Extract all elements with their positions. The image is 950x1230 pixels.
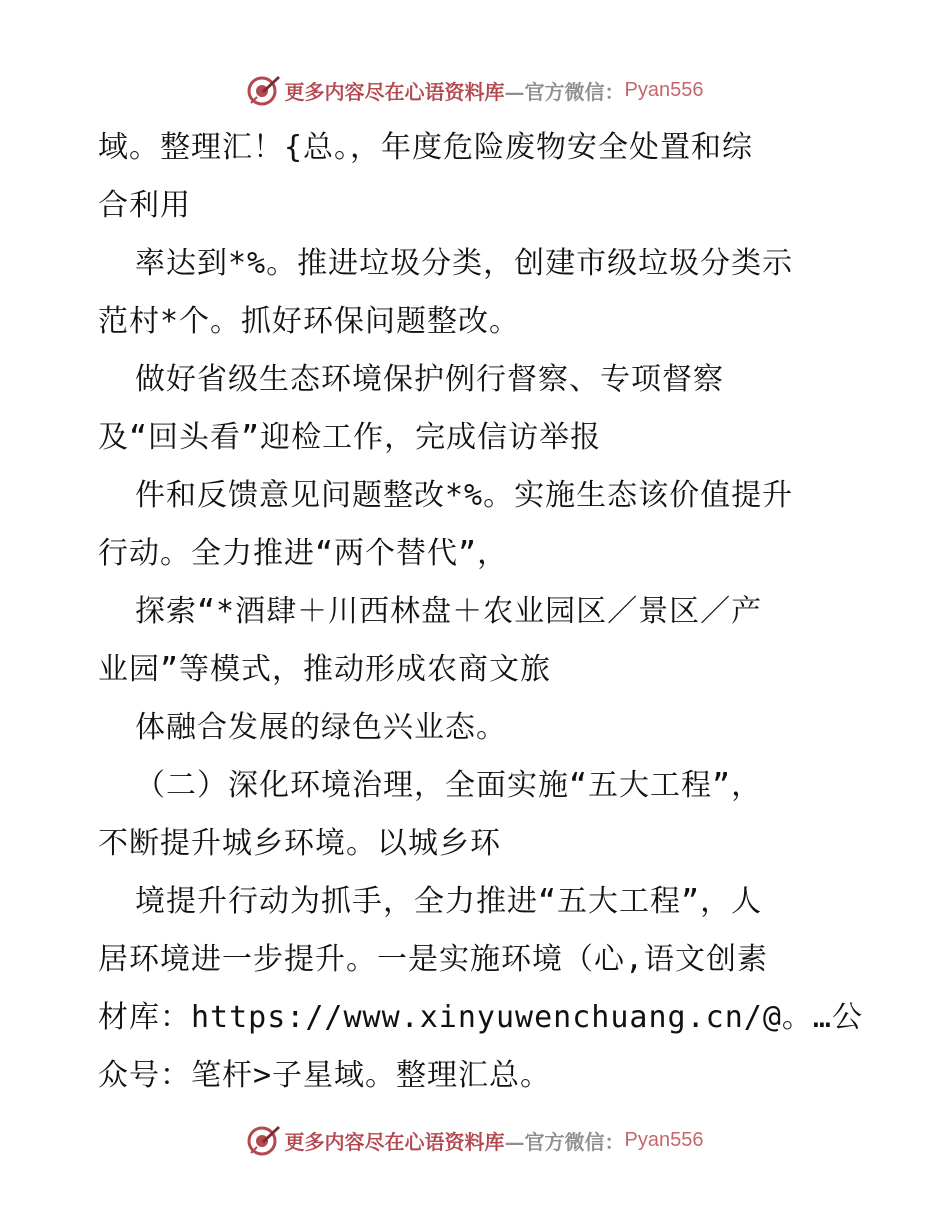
body-line: 体融合发展的绿色兴业态。 — [135, 710, 507, 745]
body-line: 件和反馈意见问题整改*%。实施生态该价值提升 — [135, 478, 794, 513]
body-line: 率达到*%。推进垃圾分类，创建市级垃圾分类示 — [135, 246, 794, 281]
banner-sub-text: —官方微信： — [504, 79, 625, 104]
pen-logo-icon — [247, 1123, 281, 1157]
body-line: 境提升行动为抓手，全力推进“五大工程”，人 — [135, 884, 763, 919]
document-body — [98, 119, 863, 1105]
body-line: 合利用 — [98, 188, 191, 223]
body-line: 众号：笔杆>子星域。整理汇总。 — [98, 1058, 552, 1093]
banner-wechat-id: Pyan556 — [624, 78, 704, 101]
body-line: 居环境进一步提升。一是实施环境（心,语文创素 — [98, 942, 769, 977]
body-line: 探索“*酒肆＋川西林盘＋农业园区／景区／产 — [135, 594, 763, 629]
header-watermark-banner — [0, 70, 950, 110]
body-line: 业园”等模式，推动形成农商文旅 — [98, 652, 552, 687]
body-line: 做好省级生态环境保护例行督察、专项督察 — [135, 362, 724, 397]
body-line: 不断提升城乡环境。以城乡环 — [98, 826, 501, 861]
banner-sub-text: —官方微信： — [504, 1129, 625, 1154]
body-line: 材库：https://www.xinyuwenchuang.cn/@。…公 — [98, 1000, 863, 1035]
body-line: （二）深化环境治理，全面实施“五大工程”， — [135, 768, 763, 803]
body-line: 及“回头看”迎检工作，完成信访举报 — [98, 420, 602, 455]
pen-logo-icon — [247, 73, 281, 107]
banner-main-text: 更多内容尽在心语资料库 — [284, 1129, 505, 1154]
banner-main-text: 更多内容尽在心语资料库 — [284, 79, 505, 104]
banner-wechat-id: Pyan556 — [624, 1128, 704, 1151]
body-line: 行动。全力推进“两个替代”， — [98, 536, 509, 571]
footer-watermark-banner — [0, 1120, 950, 1160]
body-line: 范村*个。抓好环保问题整改。 — [98, 304, 521, 339]
body-line: 域。整理汇！{总。，年度危险废物安全处置和综 — [98, 130, 754, 165]
